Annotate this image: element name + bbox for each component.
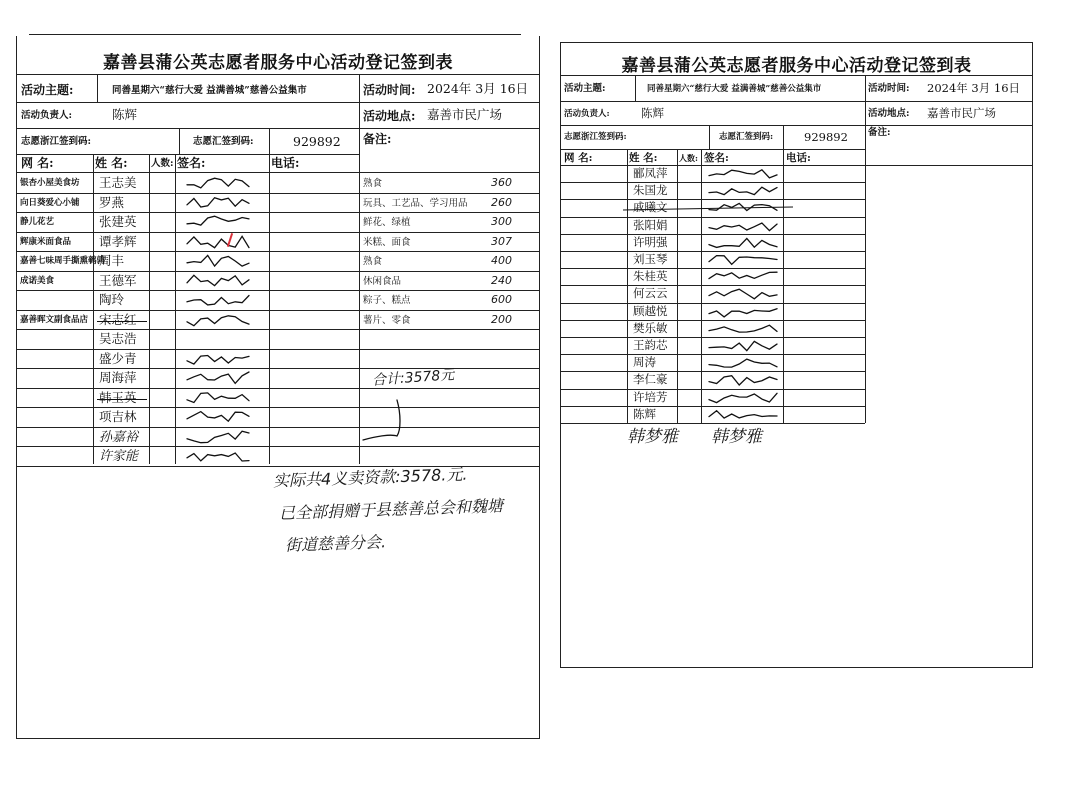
- col-net: 网 名:: [564, 152, 593, 164]
- left-signin-sheet: [16, 36, 540, 739]
- hui-sign-code: 929892: [804, 130, 848, 144]
- extra-handwritten-name: 韩梦雅: [711, 427, 762, 447]
- goods-type: 休闲食品: [363, 275, 402, 287]
- goods-type: 鲜花、绿植: [363, 217, 411, 228]
- participant-name: 张建英: [99, 214, 137, 229]
- time-label: 活动时间:: [868, 83, 910, 94]
- col-people: 人数:: [679, 153, 698, 163]
- theme-value: 同善星期六“慈行大爱 益满善城”慈善公益集市: [647, 84, 822, 94]
- col-name: 姓 名:: [95, 156, 128, 170]
- participant-name: 郦凤萍: [633, 166, 668, 180]
- shop-name: 银杏小屋美食坊: [20, 178, 80, 188]
- table-row-divider: [17, 271, 539, 272]
- participant-name: 王韵芯: [633, 338, 668, 352]
- participant-name: 周涛: [633, 355, 656, 370]
- table-row-divider: [17, 310, 539, 311]
- participant-name: 许明强: [633, 234, 668, 249]
- col-divider: [783, 125, 784, 149]
- participant-name: 罗燕: [99, 194, 125, 210]
- shop-name: 向日葵爱心小铺: [20, 197, 80, 208]
- goods-type: 玩具、工艺品、学习用品: [363, 197, 468, 209]
- table-row-divider: [17, 193, 539, 194]
- participant-name: 吴志浩: [99, 331, 137, 346]
- participant-name: 朱桂英: [633, 269, 668, 284]
- participant-name: 韩玉英: [99, 389, 137, 405]
- sales-amount: 307: [491, 234, 512, 248]
- col-sign: 签名:: [177, 156, 206, 170]
- col-name: 姓 名:: [629, 152, 658, 164]
- table-row-divider: [17, 232, 539, 233]
- sheet-title: 嘉善县蒲公英志愿者服务中心活动登记签到表: [621, 56, 972, 76]
- col-divider: [179, 128, 180, 154]
- hui-sign-label: 志愿汇签到码:: [193, 136, 254, 147]
- shop-name: 嘉善七味周手撕熏鹌鹑: [20, 256, 106, 266]
- leader-value: 陈辉: [112, 107, 138, 122]
- extra-handwritten-name: 韩梦雅: [627, 427, 678, 447]
- row-divider: [17, 102, 539, 103]
- participant-name: 王德军: [99, 272, 137, 288]
- participant-name: 刘玉琴: [633, 252, 668, 266]
- participant-name: 周丰: [99, 253, 125, 268]
- participant-name: 谭孝辉: [99, 233, 137, 249]
- participant-name: 许培芳: [633, 389, 668, 404]
- col-net: 网 名:: [21, 156, 54, 170]
- table-row-divider: [17, 446, 539, 447]
- remarks-label: 备注:: [363, 132, 392, 146]
- row-divider: [561, 149, 865, 150]
- row-divider: [561, 101, 1032, 102]
- participant-name: 周海萍: [99, 370, 137, 385]
- place-label: 活动地点:: [363, 109, 416, 123]
- table-row-divider: [17, 349, 539, 350]
- time-value: 2024年 3月 16日: [427, 81, 529, 96]
- shop-name: 静儿花艺: [20, 217, 55, 227]
- remarks-label: 备注:: [868, 127, 891, 138]
- participant-name: 盛少青: [99, 350, 137, 366]
- table-row-divider: [17, 290, 539, 291]
- zj-sign-label: 志愿浙江签到码:: [21, 136, 92, 147]
- col-phone: 电话:: [786, 152, 811, 164]
- theme-label: 活动主题:: [21, 83, 74, 97]
- top-rule: [29, 34, 521, 35]
- col-divider: [635, 75, 636, 101]
- place-value: 嘉善市民广场: [927, 106, 996, 120]
- shop-name: 辉康米面食品: [20, 236, 72, 247]
- place-value: 嘉善市民广场: [427, 107, 503, 122]
- col-sign: 签名:: [704, 152, 729, 164]
- zj-sign-label: 志愿浙江签到码:: [564, 132, 627, 142]
- footnote-line: 已全部捐赠于县慈善总会和魏塘: [278, 496, 504, 523]
- place-label: 活动地点:: [868, 108, 910, 119]
- time-value: 2024年 3月 16日: [927, 81, 1021, 95]
- row-divider: [17, 128, 539, 129]
- participant-name: 张阳娟: [633, 217, 668, 232]
- shop-name: 嘉善晖文副食品店: [20, 314, 89, 325]
- goods-type: 粽子、糕点: [363, 295, 411, 306]
- goods-type: 熟食: [363, 256, 383, 267]
- leader-label: 活动负责人:: [21, 110, 73, 121]
- table-row-divider: [17, 329, 539, 330]
- leader-value: 陈辉: [641, 106, 664, 120]
- col-divider: [359, 74, 360, 172]
- hui-sign-label: 志愿汇签到码:: [719, 132, 774, 142]
- sales-amount: 400: [491, 254, 512, 267]
- strike-through: [97, 321, 147, 322]
- participant-name: 樊乐敏: [633, 320, 668, 335]
- signature: [183, 311, 253, 333]
- table-row-divider: [17, 251, 539, 252]
- participant-name: 顾越悦: [633, 303, 668, 318]
- signature: [183, 447, 253, 469]
- col-divider: [709, 125, 710, 149]
- sales-amount: 300: [491, 215, 512, 228]
- sales-amount: 240: [491, 273, 512, 287]
- participant-name: 戚曦文: [633, 200, 668, 215]
- time-label: 活动时间:: [363, 83, 416, 97]
- sales-amount: 600: [491, 293, 512, 306]
- participant-name: 王志美: [99, 175, 137, 190]
- col-divider: [97, 74, 98, 102]
- shop-name: 成诺美食: [20, 275, 55, 286]
- sales-amount: 200: [491, 312, 512, 326]
- participant-name: 朱国龙: [633, 183, 668, 198]
- theme-value: 同善星期六“慈行大爱 益满善城”慈善公益集市: [112, 85, 307, 96]
- table-row-divider: [17, 407, 539, 408]
- participant-name: 李仁豪: [633, 372, 668, 387]
- signature: [705, 407, 781, 427]
- row-divider: [561, 165, 1032, 166]
- table-row-divider: [17, 427, 539, 428]
- participant-name: 孙嘉裕: [99, 429, 139, 445]
- footnote-line: 街道慈善分会.: [284, 532, 387, 555]
- participant-name: 何云云: [633, 286, 668, 301]
- goods-type: 薯片、零食: [363, 314, 411, 326]
- goods-type: 米糕、面食: [363, 236, 411, 248]
- goods-type: 熟食: [363, 178, 383, 189]
- row-divider: [17, 172, 539, 173]
- theme-label: 活动主题:: [564, 83, 606, 94]
- participant-name: 许家能: [99, 449, 139, 464]
- table-row-divider: [17, 212, 539, 213]
- sales-amount: 360: [491, 176, 512, 189]
- participant-name: 宋志红: [99, 311, 137, 327]
- row-divider: [17, 154, 359, 155]
- participant-name: 陈辉: [633, 406, 656, 421]
- hui-sign-code: 929892: [293, 134, 341, 149]
- participant-name: 陶玲: [99, 292, 125, 307]
- row-divider: [561, 125, 1032, 126]
- sales-amount: 260: [491, 195, 512, 209]
- table-row-divider: [17, 368, 539, 369]
- col-people: 人数:: [151, 158, 174, 169]
- row-divider: [17, 74, 539, 75]
- pen-stroke: [357, 396, 437, 446]
- table-row-divider: [17, 388, 539, 389]
- participant-name: 项吉林: [99, 409, 137, 424]
- sheet-title: 嘉善县蒲公英志愿者服务中心活动登记签到表: [103, 53, 453, 73]
- strike-through: [97, 399, 147, 400]
- row-divider: [561, 75, 1032, 76]
- leader-label: 活动负责人:: [564, 109, 610, 119]
- footnote-line: 实际共4义卖资款:3578.元.: [272, 464, 468, 491]
- right-signin-sheet: [560, 42, 1033, 668]
- col-phone: 电话:: [271, 156, 300, 170]
- col-divider: [865, 75, 866, 423]
- col-divider: [269, 128, 270, 154]
- total-note: 合计:3578元: [371, 367, 455, 389]
